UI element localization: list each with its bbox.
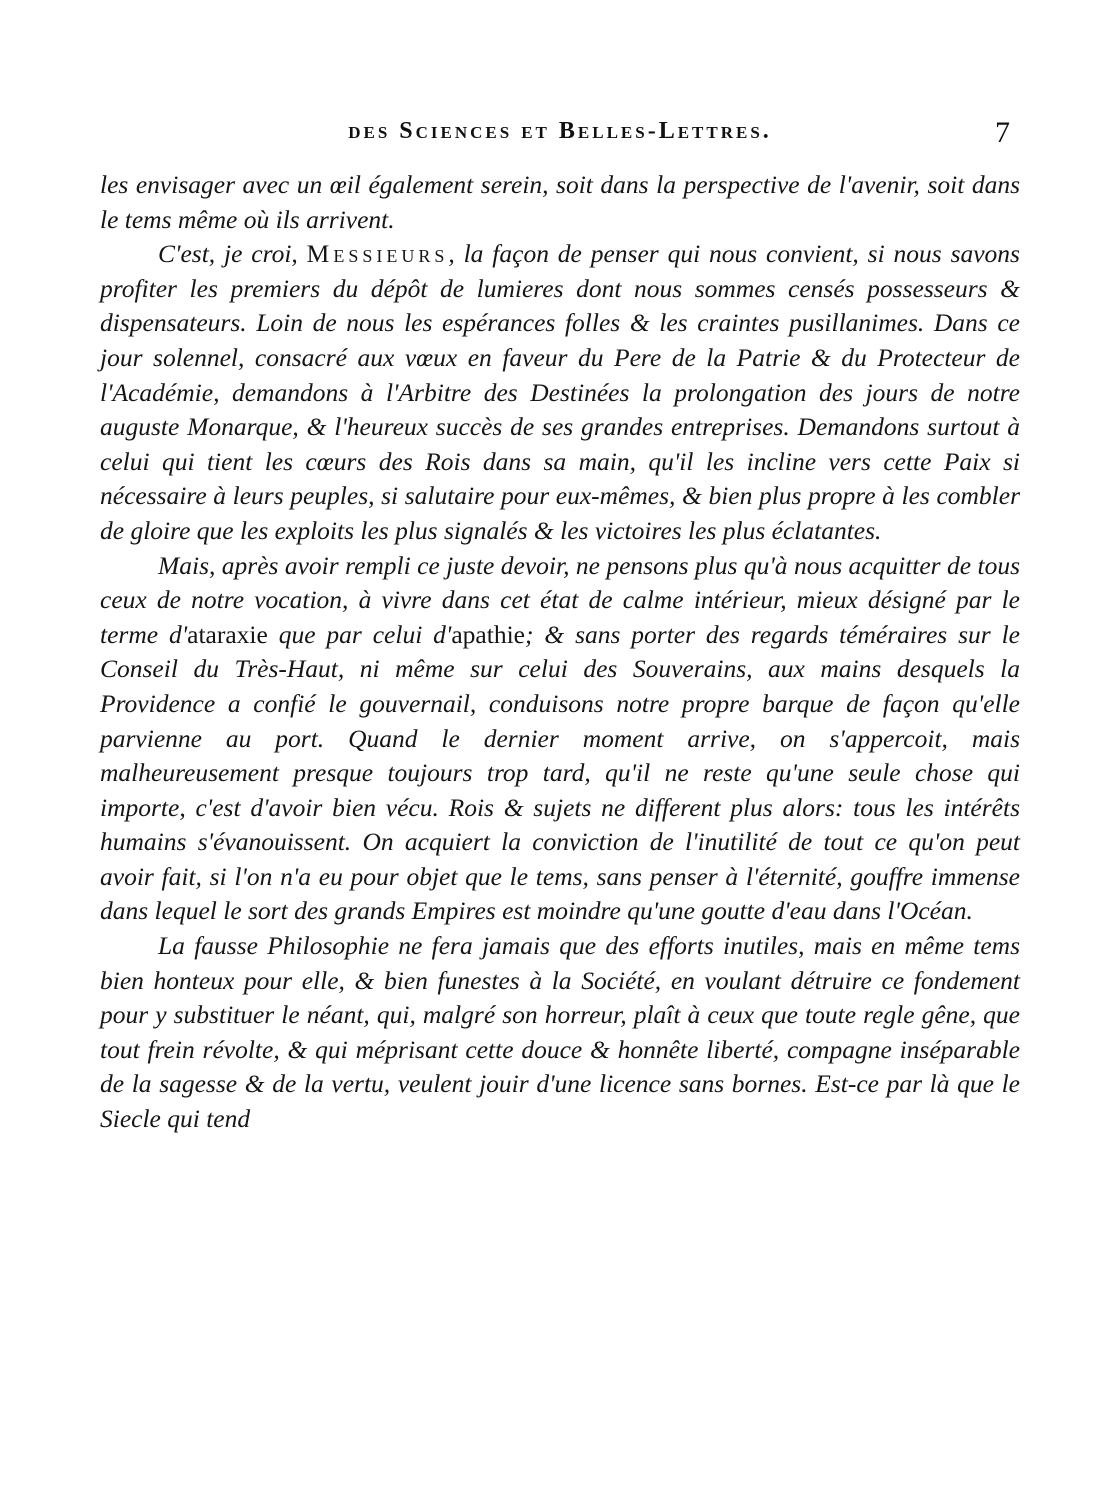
text-run: les envisager avec un œil également serein, soit dans la perspective de l'avenir, soit dans le tems même où ils arrivent. — [100, 170, 1020, 234]
text-run: que par celui d' — [267, 619, 452, 649]
text-run: La fausse Philosophie ne fera jamais que des efforts inutiles, mais en même tems bien honteux pour elle, & bien funestes à la Société, en voulant détruire ce fondement pour y substituer le néant, qui, malgré son horreur, plaît à ceux que toute regle gêne, que tout frein révolte, & qui méprisant cette douce & honnête liberté, compagne inséparable de la sagesse & de la vertu, veulent jouir d'une licence sans bornes. Est-ce par là que le Siecle qui tend — [100, 931, 1020, 1134]
paragraph-mais — [100, 549, 1020, 930]
text-run: , la façon de penser qui nous convient, si nous savons profiter les premiers du dépôt de lumieres dont nous sommes censés possesseurs & dispensateurs. Loin de nous les espérances folles & les craintes pusillanimes. Dans ce jour solennel, consacré aux vœux en faveur du Pere de la Patrie & du Protecteur de l'Académie, demandons à l'Arbitre des Destinées la prolongation des jours de notre auguste Monarque, & l'heureux succès de ses grandes entreprises. Demandons surtout à celui qui tient les cœurs des Rois dans sa main, qu'il les incline vers cette Paix si nécessaire à leurs peuples, si salutaire pour eux-mêmes, & bien plus propre à les combler de gloire que les exploits les plus signalés & les victoires les plus éclatantes. — [100, 239, 1020, 545]
body-text — [100, 168, 1020, 1137]
text-run-roman: ataraxie — [187, 619, 268, 649]
running-head — [0, 118, 1100, 158]
text-run: ; & sans porter des regards téméraires sur le Conseil du Très-Haut, ni même sur celui des Souverains, aux mains desquels la Providence a confié le gouvernail, conduisons notre propre barque de façon qu'elle parvienne au port. Quand le dernier moment arrive, on s'appercoit, mais malheureusement presque toujours trop tard, qu'il ne reste qu'une seule chose qui importe, c'est d'avoir bien vécu. Rois & sujets ne different plus alors: tous les intérêts humains s'évanouissent. On acquiert la conviction de l'inutilité de tout ce qu'on peut avoir fait, si l'on n'a eu pour objet que le tems, sans penser à l'éternité, gouffre immense dans lequel le sort des grands Empires est moindre qu'une goutte d'eau dans l'Océan. — [100, 619, 1020, 926]
text-run: Mais, après avoir rempli ce juste devoir, ne pensons plus qu'à nous acquitter de tous ceux de notre vocation, à vivre dans cet état de calme intérieur, mieux désigné par le terme d' — [100, 550, 1020, 649]
paragraph-fausse-philosophie — [100, 929, 1020, 1137]
text-run: C'est, je croi, — [158, 239, 307, 269]
paragraph-continuation — [100, 168, 1020, 237]
page-number: 7 — [995, 116, 1010, 149]
text-run-small-caps: Messieurs — [306, 239, 449, 269]
text-run-roman: apathie — [451, 619, 525, 649]
running-title: des Sciences et Belles-Lettres. — [348, 118, 772, 144]
paragraph-messieurs — [100, 237, 1020, 548]
